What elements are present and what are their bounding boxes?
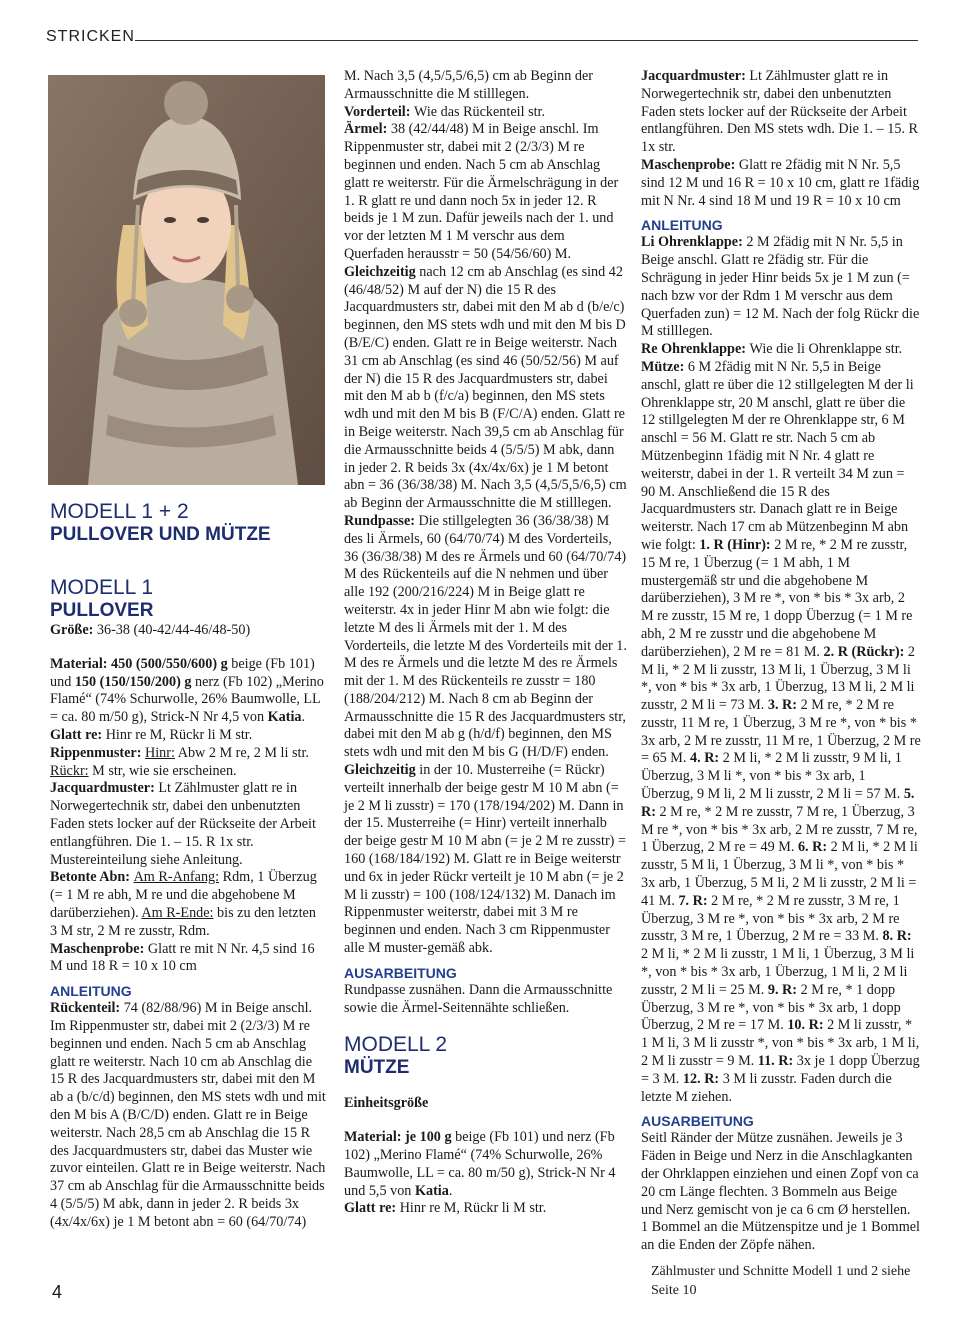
bold-term: Rundpasse:	[344, 512, 419, 529]
bold-term: 1. R (Hinr):	[699, 536, 771, 553]
paragraph-text: 2 M re, * 2 M re zusstr, 3 M re, 1 Überzug, 3 M re *, von * bis * 3x arb, 2 M re zusstr, 3 M re, 1 Überzug, 2 M re = 33 M.	[641, 892, 900, 945]
paragraph-text: Glatt re mit N Nr. 4,5 sind 16 M und 18 R = 10 x 10 cm	[50, 940, 315, 975]
bold-term: 4. R:	[690, 750, 720, 767]
paragraph-text: .	[448, 1182, 453, 1199]
section-header: STRICKEN	[46, 28, 135, 45]
paragraph-text: Hinr re M, Rückr li M str.	[105, 726, 253, 743]
instruction-paragraph	[641, 1130, 921, 1255]
paragraph-text: 2 M li, * 2 M li zusstr, 1 M li, 1 Überzug, 3 M li *, von * bis * 3x arb, 1 Überzug, 1 M li, 2 M li zusstr, 2 M li = 25 M.	[641, 946, 915, 998]
paragraph-text: 2 M 2fädig mit N Nr. 5,5 in Beige anschl. Glatt re 2fädig str. Für die Schrägung in jeder Hinr beids 5x je 1 M zun (= nach bzw vor der Rdm 1 M verschr aus dem Querfaden zun) = 12 M. Nach der folg Rückr die M stilllegen.	[641, 234, 920, 340]
paragraph-text: .	[301, 709, 306, 726]
paragraph-text: 2 M li, * 2 M li zusstr, 13 M li, 1 Überzug, 3 M li *, von * bis * 3x arb, 1 Überzug, 13 M li, 2 M li zusstr, 2 M li = 73 M.	[641, 643, 915, 714]
model-label: MODELL 1 + 2	[50, 500, 189, 523]
bold-term: Rückenteil:	[50, 1000, 124, 1017]
paragraph-text: 2 M re, * 1 dopp Überzug, 3 M re *, von * bis * 3x arb, 1 dopp Überzug, 2 M re = 17 M.	[641, 981, 901, 1034]
paragraph-text: 2 M re, * 2 M re zusstr, 7 M re, 1 Überzug, 3 M re *, von * bis * 3x arb, 2 M re zusstr, 7 M re, 1 Überzug, 2 M re = 49 M.	[641, 803, 918, 856]
paragraph-text: Wie die li Ohrenklappe str.	[749, 341, 903, 358]
section-heading: AUSARBEITUNG	[641, 1113, 754, 1130]
bold-term: 7. R:	[678, 892, 708, 909]
instruction-paragraph	[344, 1200, 627, 1218]
paragraph-text: in der 10. Musterreihe (= Rückr) verteilt innerhalb der beige gestr M 10 M abn (= je 2 M li zusstr) = 170 (178/194/202) M. Dann in der 15. Musterreihe (= Hinr) verteilt innerhalb der beige gestr M 10 M abn (= je 2 M re zusstr) = 160 (168/184/192) M. Glatt re in Beige weiterstr und 6x in jeder Rückr verteilt je 10 M abn (= je 2 M li zusstr) = 100 (108/124/132) M. Danach im Rippenmuster weiterstr, dabei mit 3 M re beginnen und enden. Nach 3 cm Rippenmuster alle M muster-gemäß abk.	[344, 762, 626, 957]
paragraph-text: Die stillgelegten 36 (36/38/38) M des li Ärmels, 60 (64/70/74) M des Vorderteils, 36 (36/38/38) M des re Ärmels und 60 (64/70/74) M des Rückenteils auf die N nehmen und über alle 192 (200/216/224) M in Beige glatt re weiterstr. 4x in jeder Hinr M abn wie folgt: die letzte M des li Ärmels mit der 1. M des Vorderteils, die letzte M des Vorderteils mit der 1. M des re Ärmels und die letzte M des re Ärmels mit der 1. M des Rückenteils re zusstr = 180 (188/204/212) M. Nach 8 cm ab Beginn der Armausschnitte die 15 R des Jacquardmusters str, dabei mit den M ab g (h/d/f) beginnen, den MS stets wdh und mit den M bis G (H/D/F) enden.	[344, 512, 627, 761]
bold-term: Gleichzeitig	[344, 762, 416, 779]
instruction-paragraph	[50, 869, 326, 940]
paragraph-text: 2 M li zusstr, * 1 M li, 3 M li zusstr *, von * bis * 3x arb, 1 M li, 2 M li zusstr = 9 M.	[641, 1017, 920, 1070]
instruction-paragraph	[50, 727, 326, 745]
bold-term: 150 (150/150/200) g	[74, 673, 192, 690]
paragraph-text: 2 M re, * 2 M re zusstr, 11 M re, 1 Überzug, 3 M re *, von * bis * 3x arb, 2 M re zusstr, 11 M re, 1 Überzug, 2 M re = 65 M.	[641, 697, 921, 767]
paragraph-text: M str, wie sie erscheinen.	[88, 762, 237, 779]
bold-term: Ärmel:	[344, 121, 391, 138]
instruction-paragraph	[344, 982, 627, 1018]
paragraph-text: 38 (42/44/48) M in Beige anschl. Im Rippenmuster str, dabei mit 2 (2/3/3) M re beginnen und enden. Nach 5 cm ab Anschlag glatt re weiterstr. Für die Ärmelschrägung in der 1. R glatt re und dann noch 5x in jeder 12. R beids je 1 M zun. Dafür jeweils nach der 1. und vor der letzten M 1 M verschr aus dem Querfaden herausstr = 50 (54/56/60) M.	[344, 121, 619, 262]
bold-term: Vorderteil:	[344, 103, 414, 120]
paragraph-text: 3x je 1 dopp Überzug = 3 M.	[641, 1053, 920, 1087]
instruction-paragraph	[344, 264, 627, 513]
paragraph-text: 2 M li, * 2 M li zusstr, 5 M li, 1 Überzug, 3 M li *, von * bis * 3x arb, 1 Überzug, 5 M li, 2 M li zusstr, 2 M li = 41 M.	[641, 839, 918, 909]
model-photo	[48, 75, 325, 485]
spacer	[344, 1079, 627, 1095]
bold-term: Größe:	[50, 622, 97, 638]
bold-term: Jacquardmuster:	[641, 68, 750, 84]
instruction-paragraph	[50, 656, 326, 727]
bold-term: Material: je 100 g	[344, 1129, 452, 1146]
instruction-paragraph	[50, 941, 326, 977]
column-3	[641, 68, 921, 1255]
bold-term: Jacquardmuster:	[50, 780, 159, 797]
header-rule	[135, 40, 918, 41]
underlined-term: Am R-Ende:	[141, 904, 214, 921]
bold-term: 5. R:	[641, 786, 915, 820]
instruction-paragraph	[641, 157, 921, 210]
section-heading: ANLEITUNG	[641, 217, 723, 234]
instruction-paragraph	[641, 359, 921, 1106]
bold-term: Mütze:	[641, 358, 688, 375]
instruction-paragraph	[344, 104, 627, 122]
bold-term: 9. R:	[767, 981, 798, 998]
paragraph-text: beige (Fb 101) und	[50, 655, 315, 690]
bold-term: 2. R (Rückr):	[823, 643, 905, 660]
column-1	[50, 500, 326, 1232]
model-title: MÜTZE	[344, 1057, 410, 1079]
paragraph-text: Hinr re M, Rückr li M str.	[399, 1200, 547, 1217]
bold-term: 6. R:	[797, 839, 828, 856]
instruction-paragraph	[344, 121, 627, 263]
bold-term: Katia	[267, 709, 302, 726]
underlined-term: Am R-Anfang:	[133, 869, 220, 886]
paragraph-text: Wie das Rückenteil str.	[414, 103, 546, 120]
bold-term: 11. R:	[757, 1053, 794, 1070]
instruction-paragraph	[641, 68, 921, 157]
bold-term: Glatt re:	[344, 1200, 400, 1217]
section-heading: ANLEITUNG	[50, 983, 132, 1000]
instruction-paragraph	[50, 780, 326, 869]
bold-term: Maschenprobe:	[50, 940, 148, 957]
instruction-paragraph	[50, 745, 326, 781]
paragraph-text: bis zu den letzten 3 M str, 2 M re zusstr, Rdm.	[50, 904, 316, 939]
paragraph-text: Abw 2 M re, 2 M li str.	[174, 744, 309, 761]
spacer	[344, 1017, 627, 1033]
column-2	[344, 68, 627, 1218]
underlined-term: Hinr:	[144, 744, 175, 761]
instruction-paragraph	[50, 622, 326, 640]
bold-term: 10. R:	[787, 1017, 824, 1034]
spacer	[344, 1113, 627, 1129]
bold-term: 12. R:	[682, 1070, 720, 1087]
model-label: MODELL 2	[344, 1033, 448, 1057]
underlined-term: Rückr:	[50, 762, 89, 779]
instruction-paragraph	[641, 341, 921, 359]
paragraph-text: nach 12 cm ab Anschlag (es sind 42 (46/48/52) M auf der N) die 15 R des Jacquardmusters str, dabei mit den M ab d (b/e/c) beginnen, den MS stets wdh und mit den M bis D (B/E/C) enden. Glatt re in Beige weiterstr. Nach 31 cm ab Anschlag (es sind 46 (50/52/56) M auf der N) die 15 R des Jacquardmusters str, dabei mit den M ab b (f/c/a) beginnen, den MS stets wdh und mit den M bis B (F/C/A) enden. Glatt re in Beige weiterstr. Nach 39,5 cm ab Anschlag für die Armausschnitte beids 4 (5/5/5) M abk, dann in jeder 2. R beids 3x (4x/4x/6x) je 1 M betont abn = 36 (36/38/38) M. Nach 3,5 (4,5/5,5/6,5) cm ab Beginn der Armausschnitte die M stilllegen.	[344, 263, 627, 512]
paragraph-text: Lt Zählmuster glatt re in Norwegertechnik str, dabei den unbenutzten Faden stets locker auf der Rückseite der Arbeit entlangführen. Den MS stets wdh. Die 1. – 15. R 1x str.	[641, 68, 919, 156]
paragraph-text: Glatt re 2fädig mit N Nr. 5,5 sind 12 M und 16 R = 10 x 10 cm, glatt re 1fädig mit N Nr. 4 sind 18 M und 19 R = 10 x 10 cm	[641, 156, 920, 209]
pattern-reference-note: Zählmuster und Schnitte Modell 1 und 2 siehe Seite 10	[651, 1264, 911, 1298]
paragraph-text: beige (Fb 101) und nerz (Fb 102) „Merino Flamé“ (74% Schurwolle, 26% Baumwolle, LL = ca. 80 m/50 g), Strick-N Nr 4 und 5,5 von	[344, 1129, 616, 1199]
spacer	[50, 640, 326, 656]
paragraph-text: 2 M li, * 2 M li zusstr, 9 M li, 1 Überzug, 3 M li *, von * bis * 3x arb, 1 Überzug, 9 M li, 2 M li zusstr, 2 M li = 57 M.	[641, 750, 904, 803]
instruction-paragraph	[344, 1129, 627, 1200]
paragraph-text: 6 M 2fädig mit N Nr. 5,5 in Beige anschl, glatt re über die 12 stillgelegten M der li Ohrenklappe str, 20 M anschl, glatt re über die 12 stillgelegten M der re Ohrenklappe str, 6 M anschl = 56 M. Glatt re str. Nach 5 cm ab Mützenbeginn 1fädig mit N Nr. 4 glatt re weiterstr, dabei in der 1. R verteilt 34 M zun = 90 M. Anschließend die 15 R des Jacquardmusters str. Danach glatt re in Beige weiterstr. Nach 17 cm ab Mützenbeginn M abn wie folgt:	[641, 358, 914, 553]
bold-term: Betonte Abn:	[50, 869, 134, 886]
paragraph-text: 74 (82/88/96) M in Beige anschl. Im Rippenmuster str, dabei mit 2 (2/3/3) M re beginnen und enden. Nach 5 cm ab Anschlag glatt re weiterstr. Nach 10 cm ab Anschlag die 15 R des Jacquardmusters str, dabei mit den M ab a (b/c/d) beginnen, den MS stets wdh und mit den M bis A (B/C/D) enden. Glatt re in Beige weiterstr. Nach 28,5 cm ab Anschlag die 15 R des Jacquardmusters str, dabei das Muster wie zuvor einteilen. Glatt re in Beige weiterstr. Nach 37 cm ab Anschlag für die Armausschnitte beids 4 (5/5/5) M abk, dann in jeder 2. R beids 3x (4x/4x/6x) je 1 M betont abn = 60 (64/70/74)	[50, 1000, 326, 1230]
model-title: PULLOVER	[50, 600, 154, 621]
bold-term: Li Ohrenklappe:	[641, 234, 747, 251]
section-heading: AUSARBEITUNG	[344, 964, 457, 981]
paragraph-text: Rundpasse zusnähen. Dann die Armausschnitte sowie die Ärmel-Seitennähte schließen.	[344, 981, 613, 1016]
paragraph-text: 36-38 (40-42/44-46/48-50)	[96, 622, 251, 638]
bold-term: Gleichzeitig	[344, 263, 416, 280]
model-label: MODELL 1	[50, 576, 154, 599]
model-title: PULLOVER UND MÜTZE	[50, 524, 271, 545]
paragraph-text: Rdm, 1 Überzug (= 1 M re abh, M re und die abgehobene M darüberziehen).	[50, 869, 317, 921]
bold-term: 3. R:	[767, 697, 798, 714]
bold-term: Material: 450 (500/550/600) g	[50, 655, 228, 672]
bold-term: Katia	[414, 1182, 449, 1199]
instruction-paragraph	[344, 68, 627, 104]
spacer	[50, 546, 326, 576]
bold-term: Rippenmuster:	[50, 744, 145, 761]
bold-term: 8. R:	[882, 928, 912, 945]
instruction-paragraph	[641, 234, 921, 341]
paragraph-text: nerz (Fb 102) „Merino Flamé“ (74% Schurwolle, 26% Baumwolle, LL = ca. 80 m/50 g), Strick-N Nr 4,5 von	[50, 673, 324, 726]
paragraph-text: M. Nach 3,5 (4,5/5,5/6,5) cm ab Beginn der Armausschnitte die M stilllegen.	[344, 68, 594, 102]
paragraph-text: 2 M re, * 2 M re zusstr, 15 M re, 1 Überzug (= 1 M abh, 1 M mustergemäß str und die abgehobene M darüberziehen), 3 M re *, von * bis * 3x arb, 2 M re zusstr, 15 M re, 1 dopp Überzug (= 1 M re abh, 2 M re zusstr und die abgehobene M darüberziehen), 2 M re = 81 M.	[641, 536, 913, 660]
bold-term: Re Ohrenklappe:	[641, 341, 750, 358]
bold-term: Einheitsgröße	[344, 1095, 429, 1112]
instruction-paragraph	[344, 513, 627, 958]
paragraph-text: Lt Zählmuster glatt re in Norwegertechnik str, dabei den unbenutzten Faden stets locker auf der Rückseite der Arbeit entlangführen. Die 1. – 15. R 1x str. Mustereinteilung siehe Anleitung.	[50, 780, 316, 868]
instruction-paragraph	[50, 1000, 326, 1231]
bold-term: Maschenprobe:	[641, 156, 739, 173]
paragraph-text: Seitl Ränder der Mütze zusnähen. Jeweils je 3 Fäden in Beige und Nerz in die Anschlagkanten der Ohrklappen einziehen und einen Zopf von ca 20 cm Länge flechten. 3 Bommeln aus Beige und Nerz gemischt von je ca 6 cm Ø herstellen. 1 Bommel an die Mützenspitze und je 1 Bommel an die Enden der Zöpfe nähen.	[641, 1130, 920, 1254]
bold-term: Glatt re:	[50, 726, 106, 743]
paragraph-text: 3 M li zusstr. Faden durch die letzte M ziehen.	[641, 1070, 892, 1105]
page-number: 4	[52, 1282, 63, 1302]
instruction-paragraph	[344, 1095, 627, 1113]
